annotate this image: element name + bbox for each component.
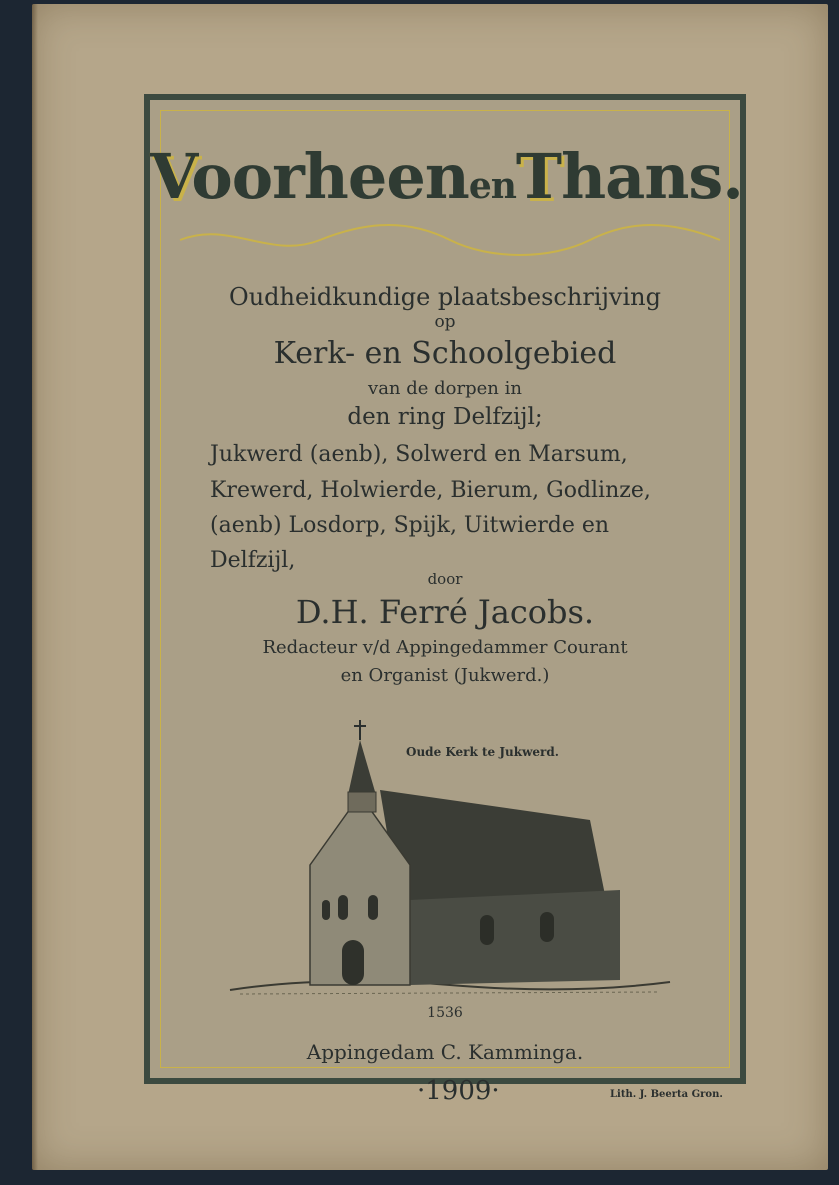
title-initial-v: V [150,140,192,213]
subtitle-gebied: Kerk- en Schoolgebied [273,336,617,371]
author-role: en Organist (Jukwerd.) [340,665,550,686]
author-name: D.H. Ferré Jacobs. [295,593,595,631]
publication-year: ·1909· [417,1076,500,1106]
lithographer-credit: Lith. J. Beerta Gron. [610,1089,723,1100]
subtitle: Oudheidkundige plaatsbeschrijving [229,283,661,311]
gold-flourish-ornament [170,220,730,260]
church-year: 1536 [427,1005,463,1021]
village-list-line: (aenb) Losdorp, Spijk, Uitwierde en [210,513,610,538]
publisher-line: Appingedam C. Kamminga. [306,1040,584,1064]
title-connector: en [468,165,516,207]
subtitle-van: van de dorpen in [368,378,522,399]
village-list-line: Krewerd, Holwierde, Bierum, Godlinze, [210,478,651,503]
book-title [150,140,743,213]
village-list-line: Delfzijl, [210,548,296,573]
book-cover [32,4,828,1170]
subtitle-ring: den ring Delfzijl; [347,404,543,430]
spine-shadow [32,4,38,1170]
title-initial-t: T [515,140,562,213]
title-word-oorheen: oorheen [191,140,469,213]
by-label: door [427,570,463,588]
title-word-hans: hans. [561,140,743,213]
author-role: Redacteur v/d Appingedammer Courant [262,637,628,658]
title-frame [144,94,746,1084]
illustration-caption: Oude Kerk te Jukwerd. [406,745,559,759]
subtitle-op: op [434,312,456,332]
village-list-line: Jukwerd (aenb), Solwerd en Marsum, [210,442,628,467]
